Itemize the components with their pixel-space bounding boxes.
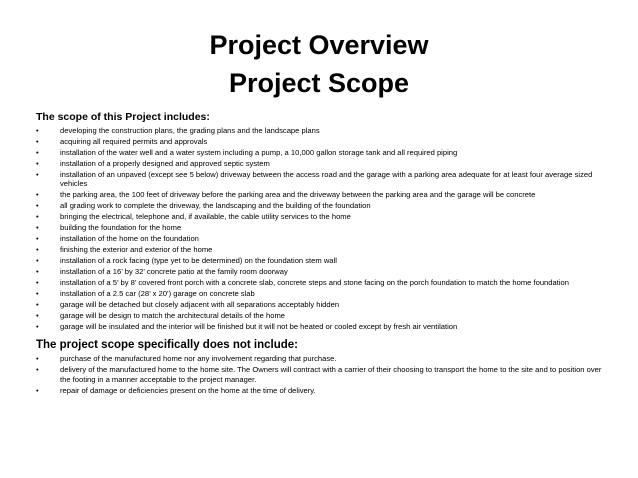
bullet-icon: • [36,245,39,255]
includes-list-item [36,170,602,189]
includes-list-item-text: developing the construction plans, the grading plans and the landscape plans [60,126,320,135]
includes-list-item [36,223,602,232]
bullet-icon: • [36,234,39,244]
includes-list-item [36,190,602,199]
includes-list-item-text: installation of a 2.5 car (28’ x 20’) garage on concrete slab [60,289,255,299]
includes-list-item-text: installation of the water well and a water system including a pump, a 10,000 gallon storage tank and all required piping [60,147,458,157]
includes-list-item-text: acquiring all required permits and approvals [60,136,208,146]
excludes-list-item [36,386,602,395]
includes-list-item-text: garage will be detached but closely adjacent with all separations acceptably hidden [60,300,340,310]
bullet-icon: • [36,147,39,157]
includes-list-item-text: finishing the exterior and exterior of the home [60,245,213,255]
page-title [0,26,638,102]
bullet-icon: • [36,169,39,179]
bullet-icon: • [36,201,39,211]
includes-list-item [36,212,602,221]
bullet-icon: • [36,278,39,288]
includes-list-item-text: garage will be design to match the architectural details of the home [60,311,285,321]
includes-list-item-text: installation of a 16’ by 32’ concrete patio at the family room doorway [60,267,288,277]
bullet-icon: • [36,126,39,135]
includes-list-item [36,267,602,276]
bullet-icon: • [36,256,39,266]
excludes-list-item-text: delivery of the manufactured home to the home site. The Owners will contract with a carrier of their choosing to transport the home to the site and to position over the footing in a manner acceptable to the project manager. [60,365,602,384]
includes-list-item [36,148,602,157]
includes-list-item [36,245,602,254]
bullet-icon: • [36,322,39,332]
includes-list [36,126,602,331]
includes-list-item-text: installation of a 5’ by 8’ covered front porch with a concrete slab, concrete steps and stone facing on the porch foundation to match the home foundation [60,278,569,288]
bullet-icon: • [36,300,39,310]
excludes-list-item [36,365,602,384]
includes-list-item [36,278,602,287]
title-line-1: Project Overview [209,30,429,60]
includes-list-item [36,256,602,265]
includes-list-item-text: the parking area, the 100 feet of driveway before the parking area and the driveway between the parking area and the garage will be concrete [60,190,536,200]
includes-list-item [36,234,602,243]
includes-list-item [36,311,602,320]
bullet-icon: • [36,267,39,277]
includes-list-item-text: installation of a properly designed and approved septic system [60,158,270,168]
includes-list-item [36,126,602,135]
excludes-list-item-text: purchase of the manufactured home nor any involvement regarding that purchase. [60,354,337,364]
includes-list-item-text: garage will be insulated and the interior will be finished but it will not be heated or cooled except by fresh air ventilation [60,322,458,332]
bullet-icon: • [36,354,39,364]
excludes-list-item [36,354,602,363]
bullet-icon: • [36,212,39,222]
includes-list-item [36,322,602,331]
excludes-list-item-text: repair of damage or deficiencies present on the home at the time of delivery. [60,385,316,395]
bullet-icon: • [36,385,39,395]
includes-list-item-text: bringing the electrical, telephone and, if available, the cable utility services to the home [60,212,351,222]
includes-list-item-text: all grading work to complete the driveway, the landscaping and the building of the foundation [60,201,371,211]
content-body [36,111,602,397]
bullet-icon: • [36,365,39,375]
bullet-icon: • [36,158,39,168]
includes-list-item [36,201,602,210]
includes-list-item-text: installation of the home on the foundation [60,234,199,244]
includes-list-item [36,300,602,309]
bullet-icon: • [36,190,39,200]
includes-list-item-text: building the foundation for the home [60,223,182,233]
bullet-icon: • [36,289,39,299]
bullet-icon: • [36,223,39,233]
includes-list-item [36,159,602,168]
includes-list-item [36,289,602,298]
title-line-2: Project Scope [228,68,410,98]
bullet-icon: • [36,136,39,146]
includes-list-item-text: installation of an unpaved (except see 5 below) driveway between the access road and the garage with a parking area adequate for at least four average sized vehicles [60,169,593,189]
includes-heading: The scope of this Project includes: [36,111,210,123]
includes-list-item-text: installation of a rock facing (type yet to be determined) on the foundation stem wall [60,256,337,266]
includes-list-item [36,137,602,146]
excludes-list [36,354,602,395]
excludes-heading: The project scope specifically does not include: [36,339,299,352]
bullet-icon: • [36,311,39,321]
